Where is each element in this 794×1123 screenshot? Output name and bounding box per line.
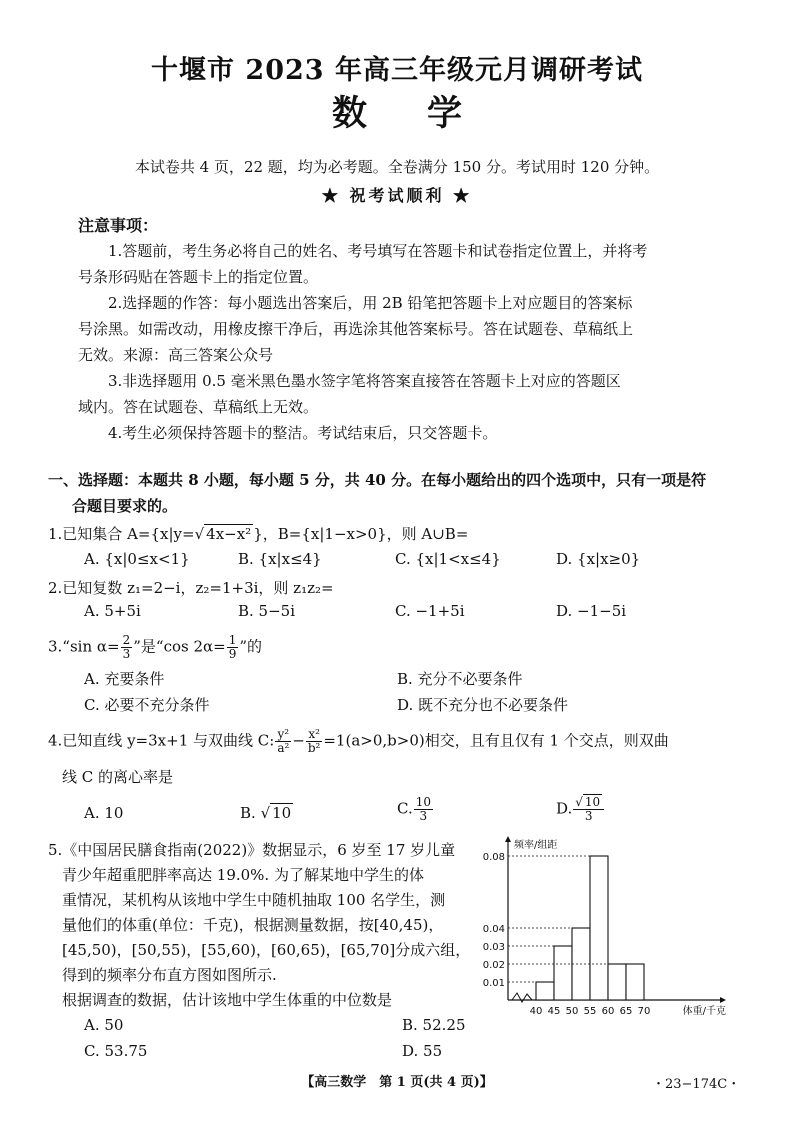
q3-option-b[interactable]: B. 充分不必要条件 [397, 670, 523, 688]
q3-fraction-2: $\frac{1}{9}$ [228, 633, 237, 661]
histogram-bar [554, 946, 572, 1000]
note-line: 域内。答在试题卷、草稿纸上无效。 [78, 398, 319, 416]
note-line: 无效。来源：高三答案公众号 [78, 346, 274, 364]
x-tick-label: 60 [601, 1006, 615, 1017]
question-5-stem [48, 838, 488, 1013]
x-tick-label: 45 [547, 1006, 561, 1017]
q4-stem-line2: 线 C 的离心率是 [62, 768, 174, 786]
x-axis-arrow [720, 997, 726, 1003]
q1-option-b[interactable]: B. {x|x≤4} [238, 550, 322, 568]
x-tick-label: 65 [619, 1006, 633, 1017]
q3-fraction-1: $\frac{2}{3}$ [122, 633, 131, 661]
y-axis-arrow [505, 836, 511, 842]
q3-option-a[interactable]: A. 充要条件 [84, 670, 165, 688]
histogram-bar [608, 964, 626, 1000]
page-footer: 【高三数学 第 1 页(共 4 页)】 [301, 1075, 493, 1090]
q5-line: 重情况，某机构从该地中学生中随机抽取 100 名学生，测 [62, 891, 446, 909]
exam-title: 十堰市 2023 年高三年级元月调研考试 [151, 55, 643, 86]
q5-option-a[interactable]: A. 50 [84, 1016, 124, 1034]
y-tick-label: 0.04 [482, 924, 505, 935]
q4-option-a[interactable]: A. 10 [84, 804, 124, 822]
good-luck-banner: ★ 祝考试顺利 ★ [321, 186, 473, 205]
q5-option-b[interactable]: B. 52.25 [402, 1016, 466, 1034]
note-line: 4.考生必须保持答题卡的整洁。考试结束后，只交答题卡。 [108, 424, 498, 442]
section-line-2: 合题目要求的。 [72, 497, 178, 515]
q5-line: 5.《中国居民膳食指南(2022)》数据显示，6 岁至 17 岁儿童 [48, 841, 456, 859]
q4-option-c[interactable]: C. $\frac{10}{3}$ [397, 795, 431, 823]
x-tick-label: 50 [565, 1006, 579, 1017]
x-axis-label: 体重/千克 [682, 1006, 726, 1017]
exam-intro: 本试卷共 4 页，22 题，均为必考题。全卷满分 150 分。考试用时 120 分钟。 [134, 158, 660, 176]
q1-option-d[interactable]: D. {x|x≥0} [556, 550, 641, 568]
histogram-bar [590, 856, 608, 1000]
q1-stem-post: }，B={x|1−x>0}，则 A∪B= [253, 525, 469, 543]
y-tick-label: 0.01 [482, 978, 505, 989]
x-tick-label: 40 [529, 1006, 543, 1017]
histogram-bar [626, 964, 644, 1000]
q5-line: 得到的频率分布直方图如图所示. [62, 966, 277, 984]
histogram-bar [536, 982, 554, 1000]
q1-stem-pre: 1.已知集合 A={x|y= [48, 525, 195, 543]
question-3-stem [48, 634, 262, 661]
q4-option-b[interactable]: B. √ 10 [240, 804, 292, 822]
q4-option-d[interactable]: D. $\frac{√ 10}{3}$ [556, 796, 605, 823]
q5-option-d[interactable]: D. 55 [402, 1042, 443, 1060]
note-line: 2.选择题的作答：每小题选出答案后，用 2B 铅笔把答题卡上对应题目的答案标 [108, 294, 633, 312]
q2-option-d[interactable]: D. −1−5i [556, 602, 627, 620]
q2-option-a[interactable]: A. 5+5i [84, 602, 141, 620]
note-line: 3.非选择题用 0.5 毫米黑色墨水签字笔将答案直接答在答题卡上对应的答题区 [108, 372, 621, 390]
note-line: 号涂黑。如需改动，用橡皮擦干净后，再选涂其他答案标号。答在试题卷、草稿纸上 [78, 320, 634, 338]
note-line: 号条形码贴在答题卡上的指定位置。 [78, 268, 319, 286]
question-1-stem: 1.已知集合 A={x|y=√ 4x−x² }，B={x|1−x>0}，则 A∪B= [48, 525, 469, 543]
y-tick-label: 0.08 [482, 852, 505, 863]
q4-stem-pre: 4.已知直线 y=3x+1 与双曲线 C: [48, 731, 275, 750]
y-tick-label: 0.03 [482, 942, 505, 953]
subject-title: 数学 [331, 93, 522, 134]
x-tick-label: 70 [637, 1006, 651, 1017]
q3-option-d[interactable]: D. 既不充分也不必要条件 [397, 696, 569, 714]
q2-option-b[interactable]: B. 5−5i [238, 602, 296, 620]
q4-fraction-y: $\frac{\text{y²}}{\text{a²}}$ [277, 727, 290, 755]
question-4-stem [48, 728, 669, 755]
y-axis-label: 频率/组距 [514, 840, 558, 851]
q1-sqrt: 4x−x² [206, 525, 252, 543]
q3-stem-pre: 3.“sin α= [48, 637, 120, 656]
q5-line: 根据调查的数据，估计该地中学生体重的中位数是 [62, 991, 393, 1009]
q1-option-c[interactable]: C. {x|1<x≤4} [395, 550, 501, 568]
q2-option-c[interactable]: C. −1+5i [395, 602, 465, 620]
x-tick-label: 55 [583, 1006, 597, 1017]
y-tick-label: 0.02 [482, 960, 505, 971]
q3-stem-post: ”的 [239, 637, 263, 656]
q4-stem-post: =1(a>0,b>0)相交，且有且仅有 1 个交点，则双曲 [323, 731, 669, 750]
q3-stem-mid: ”是“cos 2α= [133, 637, 226, 656]
q5-line: [45,50)，[50,55)，[55,60)，[60,65)，[65,70]分成六组， [62, 941, 471, 959]
note-line: 1.答题前，考生务必将自己的姓名、考号填写在答题卡和试卷指定位置上，并将考 [108, 242, 648, 260]
q4-minus: − [292, 731, 305, 750]
q5-option-c[interactable]: C. 53.75 [84, 1042, 148, 1060]
axis-break [512, 993, 532, 1002]
q4-fraction-x: $\frac{\text{x²}}{\text{b²}}$ [307, 727, 321, 755]
paper-code: ・23−174C・ [652, 1077, 741, 1092]
q5-line: 量他们的体重(单位：千克)，根据测量数据，按[40,45)， [62, 916, 444, 934]
q3-option-c[interactable]: C. 必要不充分条件 [84, 696, 210, 714]
section-header [48, 467, 748, 519]
q5-line: 青少年超重肥胖率高达 19.0%. 为了解某地中学生的体 [62, 866, 424, 884]
q1-option-a[interactable]: A. {x|0≤x<1} [84, 550, 190, 568]
notes-heading: 注意事项： [78, 216, 159, 235]
question-2-stem: 2.已知复数 z₁=2−i，z₂=1+3i，则 z₁z₂= [48, 579, 334, 597]
section-line-1: 一、选择题：本题共 8 小题，每小题 5 分，共 40 分。在每小题给出的四个选项中，只有一项是符 [48, 471, 707, 489]
frequency-histogram [470, 834, 740, 1024]
